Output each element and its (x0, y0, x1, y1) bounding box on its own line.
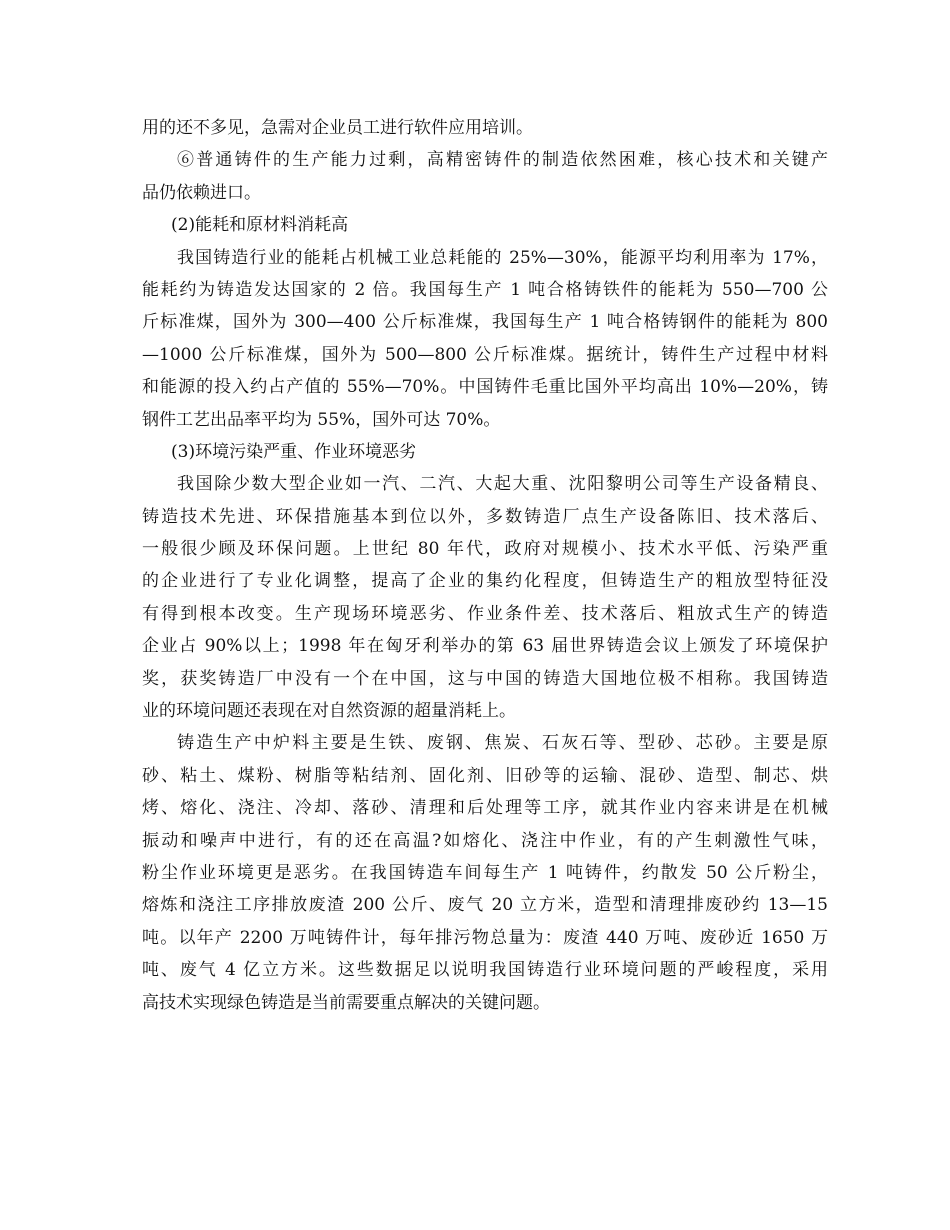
text-line: —1000 公斤标准煤，国外为 500—800 公斤标准煤。据统计，铸件生产过程中材料 (142, 344, 828, 365)
text-line: ⑥普通铸件的生产能力过剩，高精密铸件的制造依然困难，核心技术和关键产 (177, 150, 828, 171)
text-line: 和能源的投入约占产值的 55%—70%。中国铸件毛重比国外平均高出 10%—20%，铸 (142, 377, 828, 398)
section-heading: (2)能耗和原材料消耗高 (171, 215, 349, 236)
text-line: 振动和噪声中进行，有的还在高温?如熔化、浇注中作业，有的产生刺激性气味， (142, 830, 828, 851)
text-line: 能耗约为铸造发达国家的 2 倍。我国每生产 1 吨合格铸铁件的能耗为 550—700 公 (142, 279, 828, 300)
text-line: 有得到根本改变。生产现场环境恶劣、作业条件差、技术落后、粗放式生产的铸造 (142, 603, 828, 624)
text-line: 高技术实现绿色铸造是当前需要重点解决的关键问题。 (142, 992, 550, 1013)
text-line: 我国除少数大型企业如一汽、二汽、大起大重、沈阳黎明公司等生产设备精良、 (177, 474, 828, 495)
text-line: 一般很少顾及环保问题。上世纪 80 年代，政府对规模小、技术水平低、污染严重 (142, 539, 828, 560)
text-line: 企业占 90%以上；1998 年在匈牙利举办的第 63 届世界铸造会议上颁发了环境保护 (142, 636, 828, 657)
text-line: 铸造生产中炉料主要是生铁、废钢、焦炭、石灰石等、型砂、芯砂。主要是原 (177, 733, 828, 754)
text-line: 吨、废气 4 亿立方米。这些数据足以说明我国铸造行业环境问题的严峻程度，采用 (142, 960, 828, 981)
text-line: 斤标准煤，国外为 300—400 公斤标准煤，我国每生产 1 吨合格铸钢件的能耗为 800 (142, 312, 828, 333)
text-line: 业的环境问题还表现在对自然资源的超量消耗上。 (142, 701, 516, 722)
text-line: 奖，获奖铸造厂中没有一个在中国，这与中国的铸造大国地位极不相称。我国铸造 (142, 668, 828, 689)
text-line: 熔炼和浇注工序排放废渣 200 公斤、废气 20 立方米，造型和清理排废砂约 13—15 (142, 895, 828, 916)
text-line: 砂、粘土、煤粉、树脂等粘结剂、固化剂、旧砂等的运输、混砂、造型、制芯、烘 (142, 765, 828, 786)
text-line: 我国铸造行业的能耗占机械工业总耗能的 25%—30%，能源平均利用率为 17%， (177, 247, 828, 268)
text-line: 粉尘作业环境更是恶劣。在我国铸造车间每生产 1 吨铸件，约散发 50 公斤粉尘， (142, 862, 828, 883)
text-line: 烤、熔化、浇注、冷却、落砂、清理和后处理等工序，就其作业内容来讲是在机械 (142, 798, 828, 819)
text-line: 品仍依赖进口。 (142, 182, 261, 203)
text-line: 用的还不多见，急需对企业员工进行软件应用培训。 (142, 118, 533, 138)
body-text (142, 112, 828, 1019)
text-line: 钢件工艺出品率平均为 55%，国外可达 70%。 (142, 409, 501, 430)
section-heading: (3)环境污染严重、作业环境恶劣 (171, 441, 417, 462)
text-line: 的企业进行了专业化调整，提高了企业的集约化程度，但铸造生产的粗放型特征没 (142, 571, 828, 592)
text-line: 吨。以年产 2200 万吨铸件计，每年排污物总量为：废渣 440 万吨、废砂近 1650 万 (142, 927, 828, 948)
text-line: 铸造技术先进、环保措施基本到位以外，多数铸造厂点生产设备陈旧、技术落后、 (142, 506, 828, 527)
